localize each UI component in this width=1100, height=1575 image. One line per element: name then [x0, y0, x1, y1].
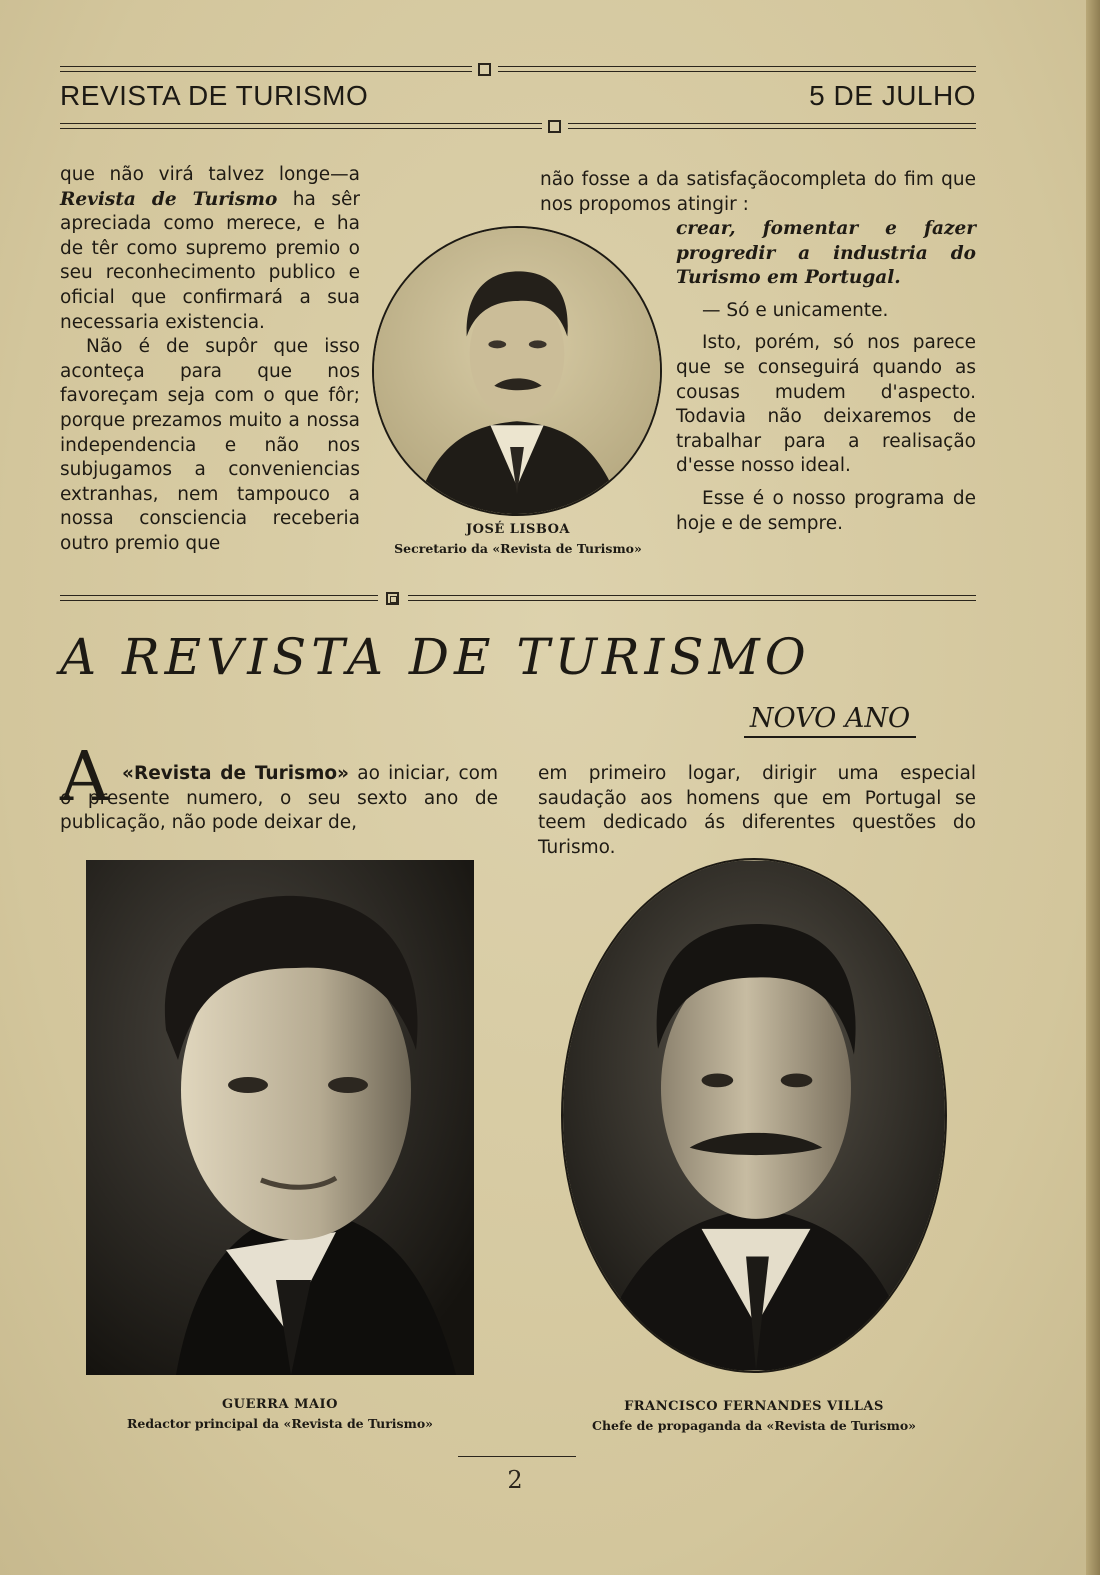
- program-bold-italic: crear, fomentar e fazer progredir a industria do Turismo em Portugal.: [676, 218, 976, 289]
- drop-cap: A: [60, 738, 110, 817]
- publication-italic: Revista de Turismo: [60, 188, 278, 210]
- header-rule-top-right: [498, 66, 976, 72]
- right-column-program-statement: [676, 217, 976, 291]
- jose-lisboa-portrait: [372, 226, 662, 516]
- feature-right-paragraph: em primeiro logar, dirigir uma especial saudação aos homens que em Portugal se teem dedicado ás diferentes questões do Turismo.: [538, 763, 976, 858]
- feature-subtitle: NOVO ANO: [744, 703, 916, 738]
- left-column-paragraph-1: [60, 163, 360, 335]
- francisco-villas-photo: [563, 860, 945, 1371]
- feature-right-column: [538, 762, 976, 860]
- guerra-maio-photo: [86, 860, 474, 1375]
- right-column-paragraph-3: Isto, porém, só nos parece que se conseguirá quando as cousas mudem d'aspecto. Todavia não deixaremos de trabalhar para a realisação d'esse nosso ideal.: [676, 332, 976, 477]
- caption-role: Chefe de propaganda da «Revista de Turismo»: [592, 1418, 916, 1433]
- header-ornament-top: [478, 63, 491, 76]
- text-run: ha sêr apreciada como merece, e ha de têr como supremo premio o seu reconhecimento publico e oficial que confirmará a sua necessaria existencia.: [60, 188, 360, 333]
- francisco-villas-portrait: [561, 858, 947, 1373]
- right-column-paragraph-2: — Só e unicamente.: [702, 299, 889, 321]
- guerra-maio-portrait: [86, 860, 474, 1375]
- section-ornament: [386, 592, 399, 605]
- caption-name: GUERRA MAIO: [222, 1397, 338, 1412]
- text-run: ao iniciar, com o presente numero, o seu sexto ano de publicação, não pode deixar de,: [60, 763, 498, 834]
- header-rule-bottom-right: [568, 123, 976, 129]
- caption-name: JOSÉ LISBOA: [465, 522, 571, 537]
- caption-role: Secretario da «Revista de Turismo»: [394, 541, 642, 556]
- left-column-paragraph-2: Não é de supôr que isso aconteça para que nos favoreçam seja com o que fôr; porque prezamos muito a nossa independencia e não nos subjugamos a conveniencias extranhas, nem tampouco a nossa consciencia receberia outro premio que: [60, 336, 360, 554]
- page-spine-shadow: [1086, 0, 1100, 1575]
- text-run: que não virá talvez longe—a: [60, 164, 360, 185]
- caption-role: Redactor principal da «Revista de Turismo»: [127, 1416, 433, 1431]
- section-rule-right: [408, 595, 976, 601]
- section-rule-left: [60, 595, 378, 601]
- header-ornament-bottom: [548, 120, 561, 133]
- right-column-paragraph-4: Esse é o nosso programa de hoje e de sempre.: [676, 487, 976, 534]
- francisco-villas-caption: [560, 1399, 948, 1433]
- page-number: 2: [507, 1466, 523, 1494]
- feature-left-column: [60, 762, 498, 836]
- caption-name: FRANCISCO FERNANDES VILLAS: [624, 1399, 884, 1414]
- issue-date: 5 DE JULHO: [809, 80, 976, 111]
- folio-rule: [458, 1456, 576, 1457]
- publication-bold: «Revista de Turismo»: [122, 763, 350, 784]
- top-article-left-column: [60, 163, 360, 557]
- jose-lisboa-photo: [374, 228, 660, 514]
- feature-title: A REVISTA DE TURISMO: [60, 628, 811, 686]
- header-rule-bottom-left: [60, 123, 542, 129]
- header-rule-top-left: [60, 66, 472, 72]
- right-column-opening: não fosse a da satisfaçãocompleta do fim que nos propomos atingir :: [540, 169, 976, 215]
- jose-lisboa-caption: [382, 522, 654, 556]
- publication-name: REVISTA DE TURISMO: [60, 80, 369, 111]
- guerra-maio-caption: [86, 1397, 474, 1431]
- top-article-right-column: [676, 217, 976, 536]
- feature-left-paragraph: [60, 762, 498, 836]
- top-article-right-column-upper: [540, 168, 976, 217]
